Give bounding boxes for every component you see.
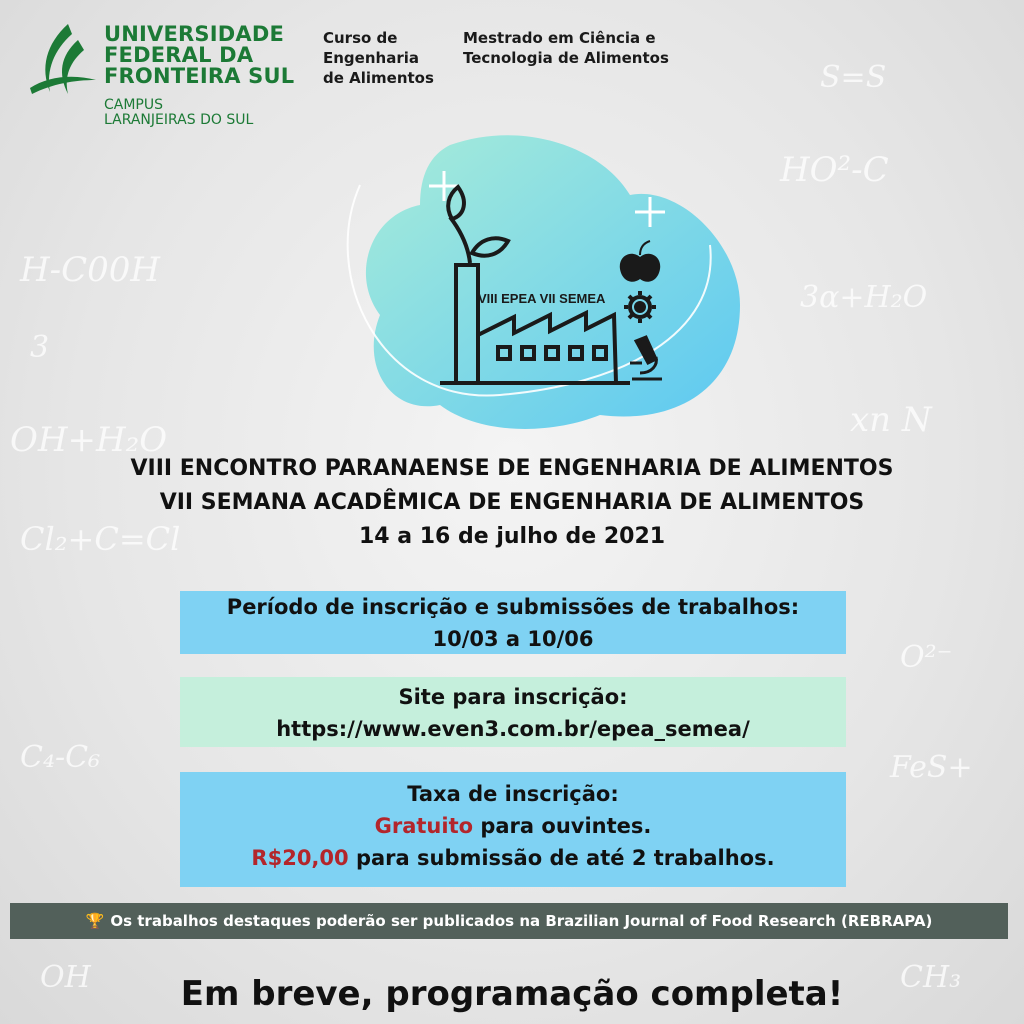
registration-period: 10/03 a 10/06	[432, 627, 594, 651]
fee-free-highlight: Gratuito	[374, 814, 474, 838]
site-box	[180, 677, 846, 747]
fee-price-rest: para submissão de até 2 trabalhos.	[348, 846, 775, 870]
fee-price-highlight: R$20,00	[251, 846, 349, 870]
campus-line-2: LARANJEIRAS DO SUL	[104, 112, 254, 128]
campus-line-1: CAMPUS	[104, 97, 164, 113]
publication-banner	[10, 903, 1008, 939]
course-line-2: Engenharia	[323, 49, 419, 67]
site-label: Site para inscrição:	[398, 685, 628, 709]
emblem-label: VIII EPEA VII SEMEA	[478, 291, 606, 306]
course-line-1: Curso de	[323, 29, 398, 47]
mestrado-line-2: Tecnologia de Alimentos	[463, 49, 669, 67]
course-line-3: de Alimentos	[323, 69, 434, 87]
event-headings	[0, 452, 1024, 554]
event-emblem	[300, 125, 760, 445]
university-name-line-2: FEDERAL DA	[104, 43, 254, 67]
university-name-line-3: FRONTEIRA SUL	[104, 64, 295, 88]
mestrado-line-1: Mestrado em Ciência e	[463, 29, 656, 47]
event-title-1: VIII ENCONTRO PARANAENSE DE ENGENHARIA DE ALIMENTOS	[130, 456, 894, 481]
site-url-link[interactable]: https://www.even3.com.br/epea_semea/	[276, 717, 750, 741]
fee-label: Taxa de inscrição:	[407, 782, 619, 806]
footer-announcement: Em breve, programação completa!	[180, 974, 844, 1014]
campus-name	[104, 98, 253, 128]
registration-label: Período de inscrição e submissões de trabalhos:	[226, 595, 800, 619]
university-name	[104, 24, 294, 87]
banner-text: Os trabalhos destaques poderão ser publicados na Brazilian Journal of Food Research (REBRAPA)	[110, 912, 933, 930]
fee-free-line	[180, 810, 846, 842]
event-dates: 14 a 16 de julho de 2021	[358, 524, 666, 549]
university-name-line-1: UNIVERSIDADE	[104, 22, 285, 46]
trophy-icon: 🏆	[85, 912, 105, 930]
chalkboard-background: H-C00H 3 OH+H₂O Cl₂+C=Cl C₄-C₆ OH HO²-C 3α+H₂O xn N O²⁻ FeS+ CH₃ S=S	[10, 60, 973, 995]
fee-box	[180, 772, 846, 887]
fee-price-line	[180, 842, 846, 874]
registration-period-box	[180, 591, 846, 654]
university-logo	[28, 22, 98, 96]
event-title-2: VII SEMANA ACADÊMICA DE ENGENHARIA DE ALIMENTOS	[159, 490, 865, 515]
fee-free-rest: para ouvintes.	[473, 814, 652, 838]
mestrado-name	[463, 28, 669, 68]
course-name	[323, 28, 434, 88]
